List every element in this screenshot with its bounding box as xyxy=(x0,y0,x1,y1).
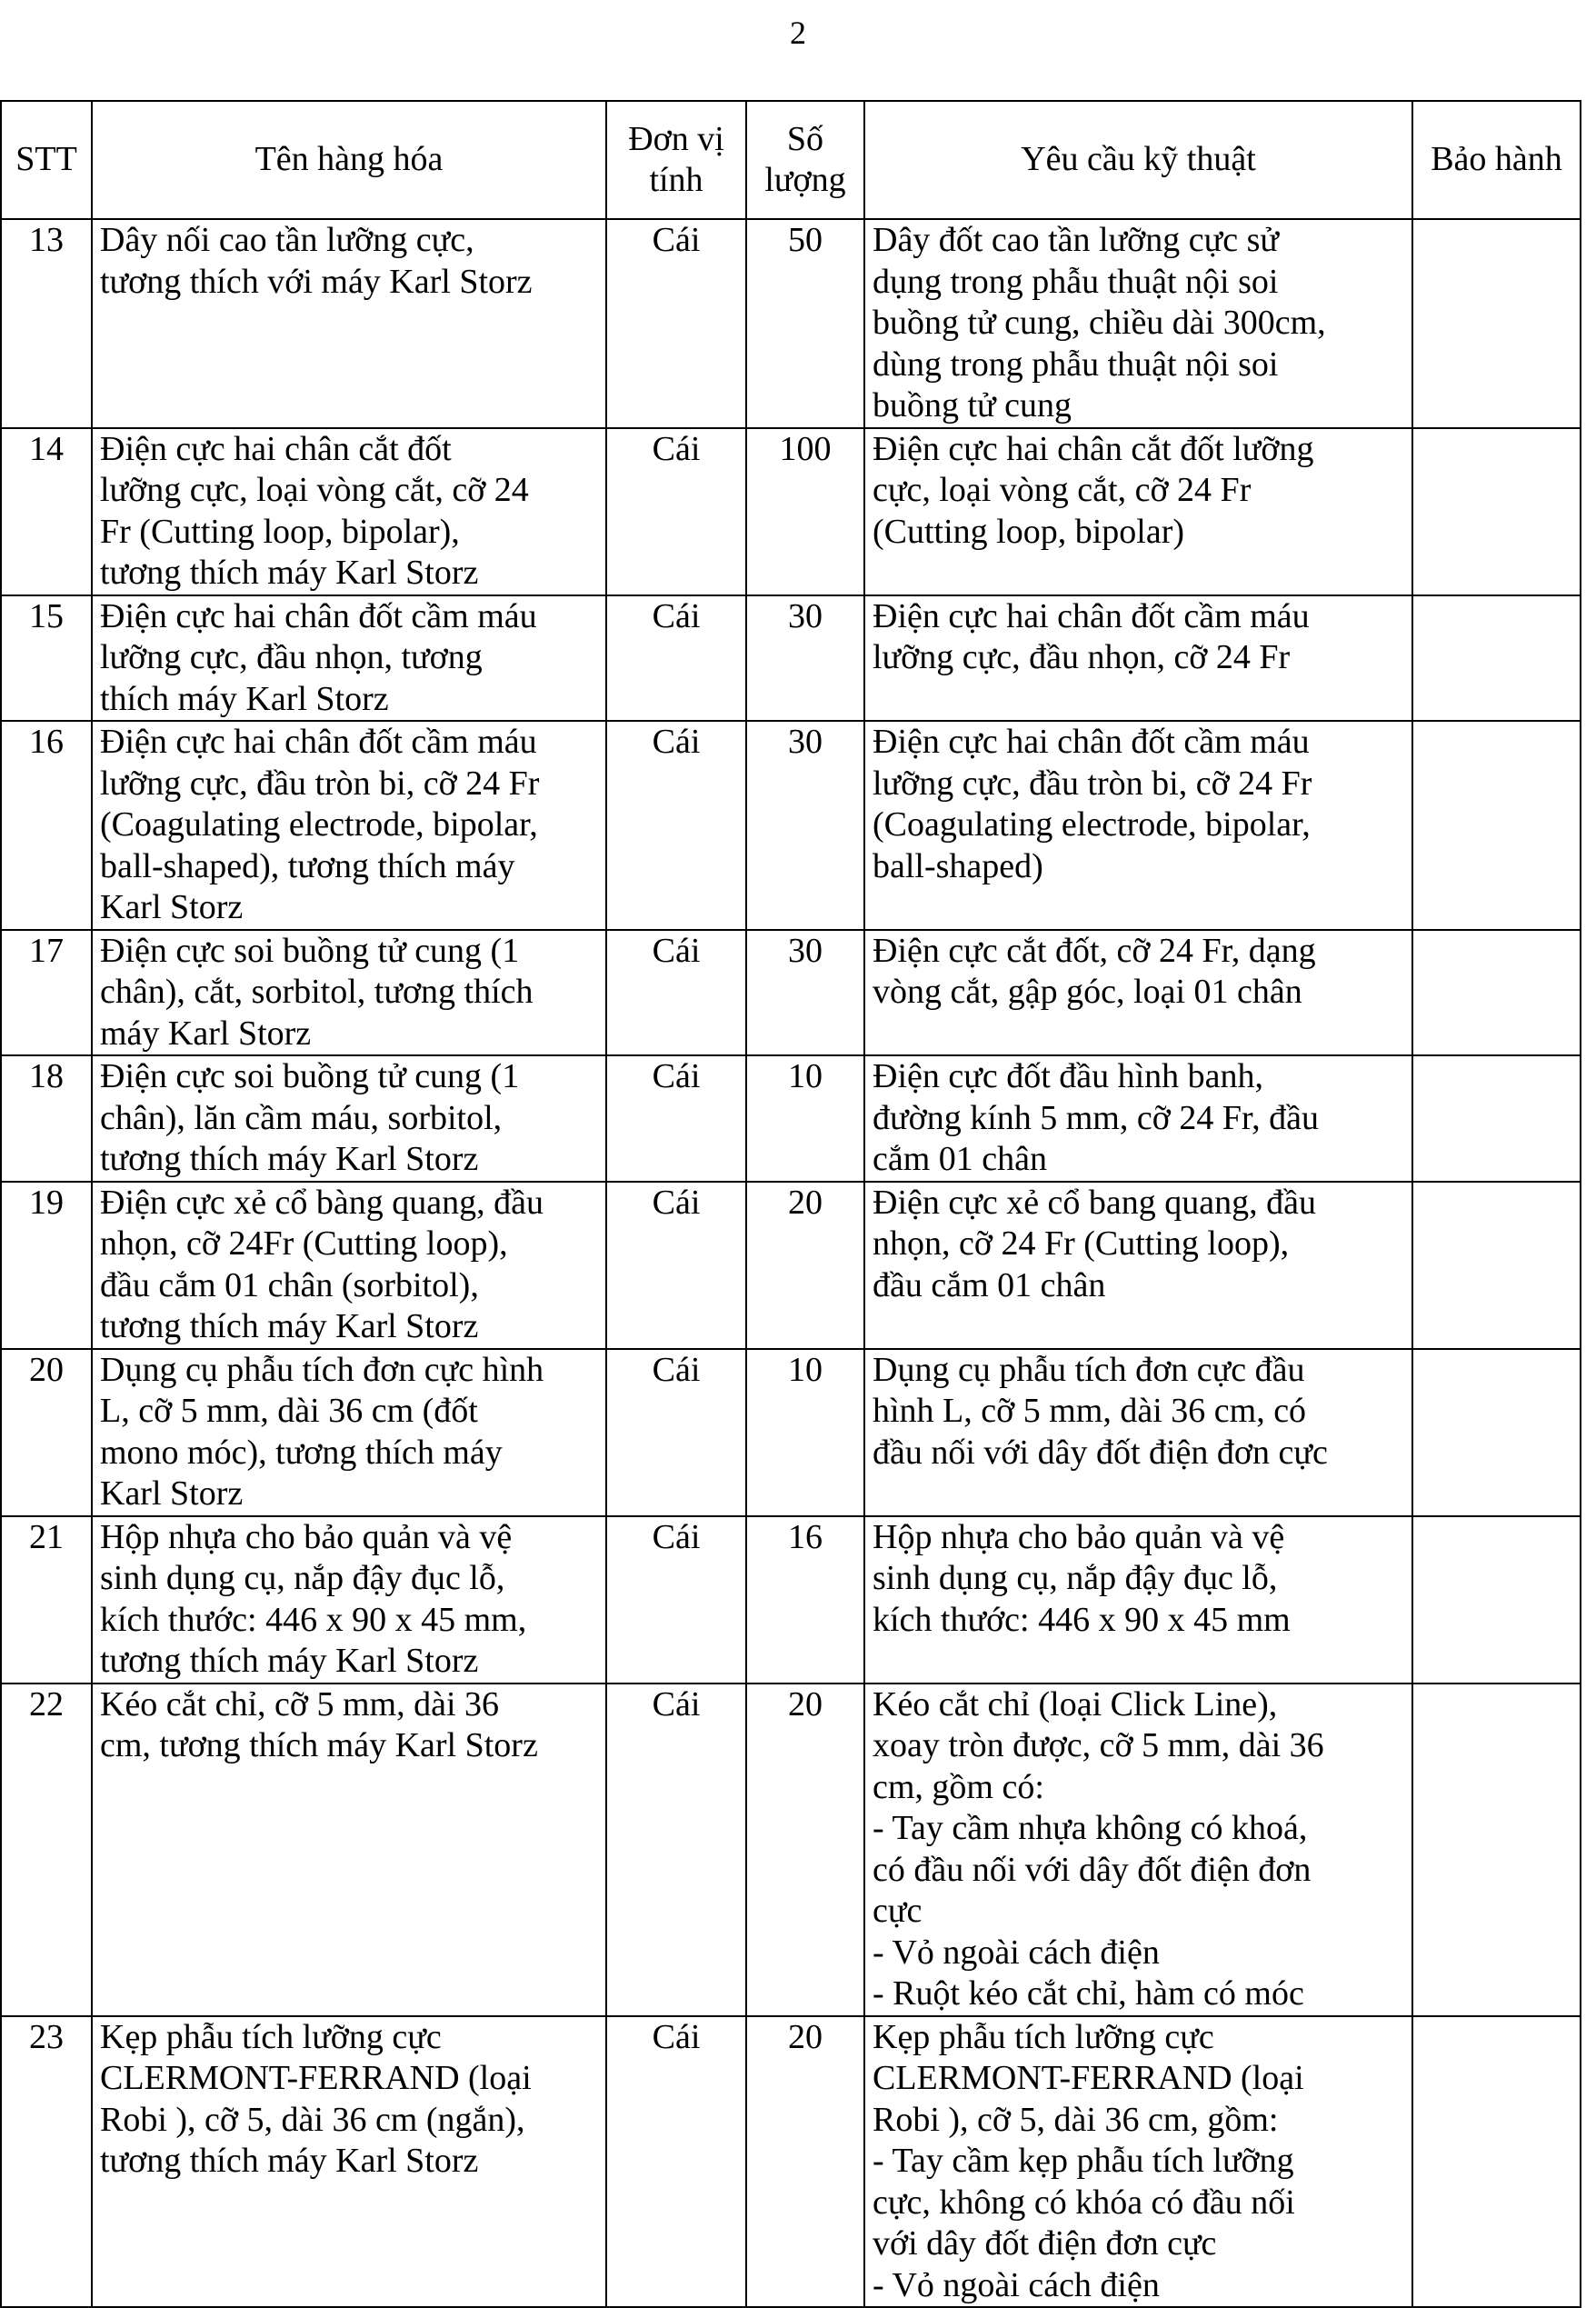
cell-stt: 18 xyxy=(1,1055,92,1182)
table-row xyxy=(1,1349,1581,1516)
cell-warranty xyxy=(1412,930,1581,1056)
cell-name: Hộp nhựa cho bảo quản và vệ sinh dụng cụ, nắp đậy đục lỗ, kích thước: 446 x 90 x 45 mm, tương thích máy Karl Storz xyxy=(92,1516,606,1684)
cell-unit: Cái xyxy=(606,721,746,930)
table-row xyxy=(1,1055,1581,1182)
cell-unit: Cái xyxy=(606,2016,746,2308)
cell-qty: 16 xyxy=(746,1516,864,1684)
cell-spec: Dây đốt cao tần lưỡng cực sử dụng trong phẫu thuật nội soi buồng tử cung, chiều dài 300cm, dùng trong phẫu thuật nội soi buồng tử cung xyxy=(864,219,1412,428)
cell-unit: Cái xyxy=(606,930,746,1056)
cell-unit: Cái xyxy=(606,1516,746,1684)
cell-stt: 17 xyxy=(1,930,92,1056)
cell-name: Điện cực hai chân đốt cầm máu lưỡng cực, đầu nhọn, tương thích máy Karl Storz xyxy=(92,595,606,722)
cell-stt: 19 xyxy=(1,1182,92,1349)
cell-qty: 30 xyxy=(746,930,864,1056)
table-row xyxy=(1,721,1581,930)
header-stt: STT xyxy=(1,101,92,219)
table-header-row xyxy=(1,101,1581,219)
header-spec: Yêu cầu kỹ thuật xyxy=(864,101,1412,219)
cell-qty: 20 xyxy=(746,1182,864,1349)
table-row xyxy=(1,595,1581,722)
cell-spec: Điện cực hai chân cắt đốt lưỡng cực, loại vòng cắt, cỡ 24 Fr (Cutting loop, bipolar) xyxy=(864,428,1412,595)
cell-spec: Hộp nhựa cho bảo quản và vệ sinh dụng cụ, nắp đậy đục lỗ, kích thước: 446 x 90 x 45 mm xyxy=(864,1516,1412,1684)
cell-name: Điện cực xẻ cổ bàng quang, đầu nhọn, cỡ 24Fr (Cutting loop), đầu cắm 01 chân (sorbitol), tương thích máy Karl Storz xyxy=(92,1182,606,1349)
cell-name: Điện cực soi buồng tử cung (1 chân), cắt, sorbitol, tương thích máy Karl Storz xyxy=(92,930,606,1056)
cell-spec: Kéo cắt chỉ (loại Click Line), xoay tròn được, cỡ 5 mm, dài 36 cm, gồm có: - Tay cầm nhựa không có khoá, có đầu nối với dây đốt điện đơn cực - Vỏ ngoài cách điện - Ruột kéo cắt chỉ, hàm có móc xyxy=(864,1684,1412,2016)
cell-stt: 16 xyxy=(1,721,92,930)
table-row xyxy=(1,1684,1581,2016)
table-row xyxy=(1,2016,1581,2308)
header-warranty: Bảo hành xyxy=(1412,101,1581,219)
cell-name: Kéo cắt chỉ, cỡ 5 mm, dài 36 cm, tương thích máy Karl Storz xyxy=(92,1684,606,2016)
cell-stt: 15 xyxy=(1,595,92,722)
cell-warranty xyxy=(1412,2016,1581,2308)
cell-spec: Điện cực hai chân đốt cầm máu lưỡng cực, đầu nhọn, cỡ 24 Fr xyxy=(864,595,1412,722)
cell-unit: Cái xyxy=(606,1055,746,1182)
cell-spec: Điện cực cắt đốt, cỡ 24 Fr, dạng vòng cắt, gập góc, loại 01 chân xyxy=(864,930,1412,1056)
cell-stt: 20 xyxy=(1,1349,92,1516)
table-row xyxy=(1,930,1581,1056)
header-name: Tên hàng hóa xyxy=(92,101,606,219)
cell-qty: 100 xyxy=(746,428,864,595)
cell-warranty xyxy=(1412,1684,1581,2016)
cell-unit: Cái xyxy=(606,1684,746,2016)
cell-qty: 30 xyxy=(746,595,864,722)
cell-stt: 21 xyxy=(1,1516,92,1684)
cell-warranty xyxy=(1412,1349,1581,1516)
cell-name: Điện cực hai chân cắt đốt lưỡng cực, loại vòng cắt, cỡ 24 Fr (Cutting loop, bipolar), tương thích máy Karl Storz xyxy=(92,428,606,595)
cell-warranty xyxy=(1412,1516,1581,1684)
cell-name: Dụng cụ phẫu tích đơn cực hình L, cỡ 5 mm, dài 36 cm (đốt mono móc), tương thích máy Karl Storz xyxy=(92,1349,606,1516)
cell-qty: 50 xyxy=(746,219,864,428)
cell-spec: Điện cực hai chân đốt cầm máu lưỡng cực, đầu tròn bi, cỡ 24 Fr (Coagulating electrode, bipolar, ball-shaped) xyxy=(864,721,1412,930)
cell-name: Dây nối cao tần lưỡng cực, tương thích với máy Karl Storz xyxy=(92,219,606,428)
table-row xyxy=(1,1516,1581,1684)
cell-unit: Cái xyxy=(606,1182,746,1349)
table-row xyxy=(1,219,1581,428)
specification-table xyxy=(0,100,1581,2308)
table-row xyxy=(1,1182,1581,1349)
cell-warranty xyxy=(1412,721,1581,930)
cell-qty: 10 xyxy=(746,1349,864,1516)
cell-spec: Dụng cụ phẫu tích đơn cực đầu hình L, cỡ 5 mm, dài 36 cm, có đầu nối với dây đốt điện đơn cực xyxy=(864,1349,1412,1516)
cell-warranty xyxy=(1412,1055,1581,1182)
cell-qty: 20 xyxy=(746,1684,864,2016)
cell-qty: 30 xyxy=(746,721,864,930)
cell-qty: 10 xyxy=(746,1055,864,1182)
cell-warranty xyxy=(1412,428,1581,595)
header-qty: Số lượng xyxy=(746,101,864,219)
page-number: 2 xyxy=(790,15,806,51)
cell-warranty xyxy=(1412,219,1581,428)
cell-unit: Cái xyxy=(606,595,746,722)
cell-name: Điện cực hai chân đốt cầm máu lưỡng cực, đầu tròn bi, cỡ 24 Fr (Coagulating electrode, bipolar, ball-shaped), tương thích máy Karl Storz xyxy=(92,721,606,930)
cell-stt: 22 xyxy=(1,1684,92,2016)
cell-warranty xyxy=(1412,595,1581,722)
header-unit: Đơn vị tính xyxy=(606,101,746,219)
cell-qty: 20 xyxy=(746,2016,864,2308)
cell-spec: Điện cực xẻ cổ bang quang, đầu nhọn, cỡ 24 Fr (Cutting loop), đầu cắm 01 chân xyxy=(864,1182,1412,1349)
cell-name: Điện cực soi buồng tử cung (1 chân), lăn cầm máu, sorbitol, tương thích máy Karl Storz xyxy=(92,1055,606,1182)
cell-unit: Cái xyxy=(606,1349,746,1516)
cell-stt: 14 xyxy=(1,428,92,595)
cell-warranty xyxy=(1412,1182,1581,1349)
cell-spec: Kẹp phẫu tích lưỡng cực CLERMONT-FERRAND (loại Robi ), cỡ 5, dài 36 cm, gồm: - Tay cầm kẹp phẫu tích lưỡng cực, không có khóa có đầu nối với dây đốt điện đơn cực - Vỏ ngoài cách điện xyxy=(864,2016,1412,2308)
cell-stt: 13 xyxy=(1,219,92,428)
cell-unit: Cái xyxy=(606,428,746,595)
cell-unit: Cái xyxy=(606,219,746,428)
cell-stt: 23 xyxy=(1,2016,92,2308)
cell-spec: Điện cực đốt đầu hình banh, đường kính 5 mm, cỡ 24 Fr, đầu cắm 01 chân xyxy=(864,1055,1412,1182)
cell-name: Kẹp phẫu tích lưỡng cực CLERMONT-FERRAND (loại Robi ), cỡ 5, dài 36 cm (ngắn), tương thích máy Karl Storz xyxy=(92,2016,606,2308)
table-row xyxy=(1,428,1581,595)
